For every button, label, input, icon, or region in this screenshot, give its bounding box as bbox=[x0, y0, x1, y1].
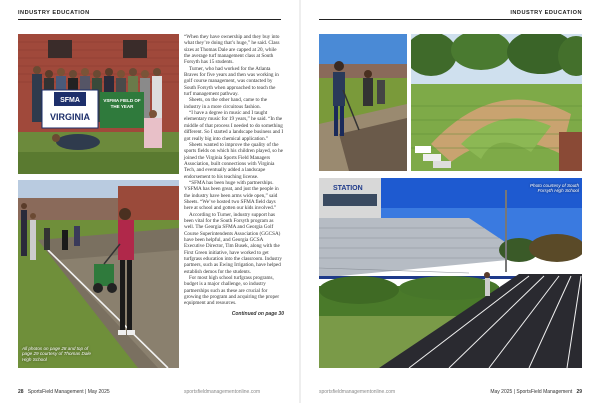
continued-on-link[interactable]: Continued on page 30 bbox=[231, 310, 284, 317]
left-header-rule bbox=[18, 19, 281, 20]
right-magazine-name: SportsField Management bbox=[516, 389, 573, 395]
article-paragraph: Sheets wanted to improve the quality of the sports fields on which his children played, so he joined the Virginia Sports Field Managers Association, built connections with Virginia Tech, and eventually added a landscape endorsement to his teaching license. bbox=[184, 141, 283, 180]
article-column bbox=[184, 34, 284, 317]
edging-photo bbox=[319, 34, 407, 171]
press-box-sign: STATION bbox=[333, 185, 363, 192]
award-sign-line2: THE YEAR bbox=[110, 104, 134, 109]
right-header-rule bbox=[319, 19, 582, 20]
article-paragraph: Turner, who had worked for the Atlanta Braves for five years and then was working in golf course management, was contacted by South Forsyth when approached to teach the turf management pathway. bbox=[184, 65, 279, 98]
article-paragraph: According to Turner, industry support has been vital for the South Forsyth program as well. The Georgia SFMA and Georgia Golf Course Superintendents Association (GGCSA) have been helpful, and Georgia GCSA Executive Director, Tim Busek, along with the First Green initiative, have worked to get turfgrass education into the classroom. Industry partners, such as Ewing Irrigation, have helped establish demos for the students. bbox=[184, 211, 282, 275]
article-paragraph: For most high school turfgrass programs, budget is a major challenge, so industry partnerships such as these are crucial for growing the program and acquiring the proper equipment and resources. bbox=[184, 275, 280, 307]
team-photo bbox=[18, 34, 179, 174]
banner-logo-text: SFMA bbox=[60, 97, 80, 104]
left-section-header: INDUSTRY EDUCATION bbox=[18, 10, 90, 16]
right-footer-url[interactable]: sportsfieldmanagementonline.com bbox=[319, 389, 396, 395]
stadium-photo bbox=[319, 178, 582, 368]
award-sign-line1: VSFMA FIELD OF bbox=[103, 98, 141, 103]
baseball-field-photo bbox=[411, 34, 582, 171]
right-photo-caption: Photo courtesy of South Forsyth High School bbox=[529, 183, 579, 194]
left-issue-date: May 2025 bbox=[87, 389, 110, 395]
page-gutter bbox=[299, 0, 301, 403]
field-work-photo bbox=[18, 180, 179, 368]
left-footer: 28 SportsField Management | May 2025 bbox=[18, 389, 110, 395]
right-issue-date: May 2025 bbox=[490, 389, 513, 395]
article-paragraph: Sheets, on the other hand, came to the industry in a more circuitous fashion. bbox=[184, 97, 268, 110]
banner-virginia-text: VIRGINIA bbox=[49, 112, 91, 122]
left-magazine-name: SportsField Management bbox=[27, 389, 84, 395]
article-paragraph: “I have a degree in music and I taught elementary music for 19 years,” he said. “In the middle of that process I needed to do something different. So I started a landscape business and I got really big into chemical application.” bbox=[184, 110, 284, 142]
article-paragraph: “SFMA has been huge with partnerships. VSFMA has been great, and just the people in the industry have been arms wide open,” said Sheets. “We’ve hosted two SFMA field days here at school and gotten our kids involved.” bbox=[184, 179, 279, 212]
left-page-number: 28 bbox=[18, 389, 24, 395]
left-photo-caption: All photos on page 28 and top of page 29 courtesy of Thomas Dale High School bbox=[22, 346, 91, 362]
right-page-number: 29 bbox=[576, 389, 582, 395]
article-paragraph: “When they have ownership and they buy into what they’re doing that’s huge,” he said. Class sizes at Thomas Dale are capped at 20, while the average turf management class at South Forsyth has 15 students. bbox=[184, 34, 280, 66]
right-section-header: INDUSTRY EDUCATION bbox=[510, 10, 582, 16]
left-footer-url[interactable]: sportsfieldmanagementonline.com bbox=[184, 389, 261, 395]
right-footer: May 2025 | SportsField Management 29 bbox=[490, 389, 582, 395]
